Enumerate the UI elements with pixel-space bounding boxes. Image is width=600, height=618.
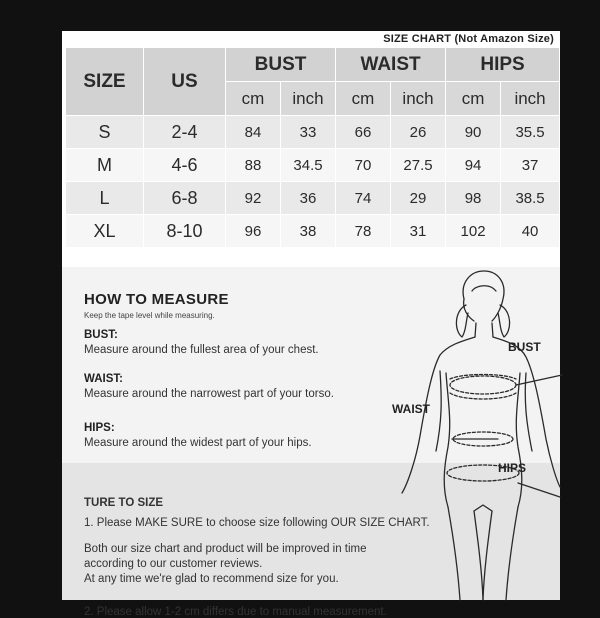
size-cell: M [66,149,144,182]
body-figure-illustration [402,261,560,600]
unit-header: inch [501,82,560,116]
waist-label: WAIST: [84,373,123,385]
table-row [66,149,560,182]
bust-label: BUST: [84,329,118,341]
us-cell: 2-4 [144,116,226,149]
value-cell: 74 [336,182,391,215]
bust-header: BUST [226,48,336,82]
value-cell: 88 [226,149,281,182]
hips-description: Measure around the widest part of your hips. [84,437,312,449]
value-cell: 78 [336,215,391,248]
waist-description: Measure around the narrowest part of your torso. [84,388,334,400]
figure-waist-label: WAIST [392,402,430,416]
how-to-measure-title: HOW TO MEASURE [84,291,229,308]
value-cell: 29 [391,182,446,215]
true-to-size-line: 2. Please allow 1-2 cm differs due to manual measurement. [84,606,387,618]
value-cell: 70 [336,149,391,182]
table-row [66,182,560,215]
value-cell: 38.5 [501,182,560,215]
size-chart-note: SIZE CHART (Not Amazon Size) [383,33,554,45]
us-cell: 8-10 [144,215,226,248]
hips-header: HIPS [446,48,560,82]
value-cell: 36 [281,182,336,215]
value-cell: 40 [501,215,560,248]
value-cell: 38 [281,215,336,248]
value-cell: 94 [446,149,501,182]
us-cell: 4-6 [144,149,226,182]
value-cell: 92 [226,182,281,215]
table-row [66,215,560,248]
unit-header: inch [281,82,336,116]
how-to-measure-note: Keep the tape level while measuring. [84,311,215,320]
figure-bust-label: BUST [508,340,541,354]
true-to-size-title: TURE TO SIZE [84,497,164,509]
value-cell: 90 [446,116,501,149]
true-to-size-line: according to our customer reviews. [84,558,263,570]
size-chart-panel [62,31,560,618]
unit-header: cm [336,82,391,116]
us-cell: 6-8 [144,182,226,215]
value-cell: 84 [226,116,281,149]
hips-label: HIPS: [84,422,115,434]
value-cell: 33 [281,116,336,149]
value-cell: 102 [446,215,501,248]
value-cell: 37 [501,149,560,182]
unit-header: inch [391,82,446,116]
unit-header: cm [446,82,501,116]
table-row [66,116,560,149]
size-table [65,47,560,248]
size-cell: XL [66,215,144,248]
value-cell: 98 [446,182,501,215]
value-cell: 96 [226,215,281,248]
size-cell: S [66,116,144,149]
true-to-size-line: 1. Please MAKE SURE to choose size following OUR SIZE CHART. [84,517,430,529]
value-cell: 26 [391,116,446,149]
waist-header: WAIST [336,48,446,82]
true-to-size-line: At any time we're glad to recommend size for you. [84,573,339,585]
value-cell: 34.5 [281,149,336,182]
bust-description: Measure around the fullest area of your chest. [84,344,319,356]
size-cell: L [66,182,144,215]
col-size-header: SIZE [66,48,144,116]
value-cell: 35.5 [501,116,560,149]
value-cell: 27.5 [391,149,446,182]
unit-header: cm [226,82,281,116]
value-cell: 66 [336,116,391,149]
figure-hips-label: HIPS [498,461,527,475]
value-cell: 31 [391,215,446,248]
true-to-size-line: Both our size chart and product will be improved in time [84,543,367,555]
col-us-header: US [144,48,226,116]
